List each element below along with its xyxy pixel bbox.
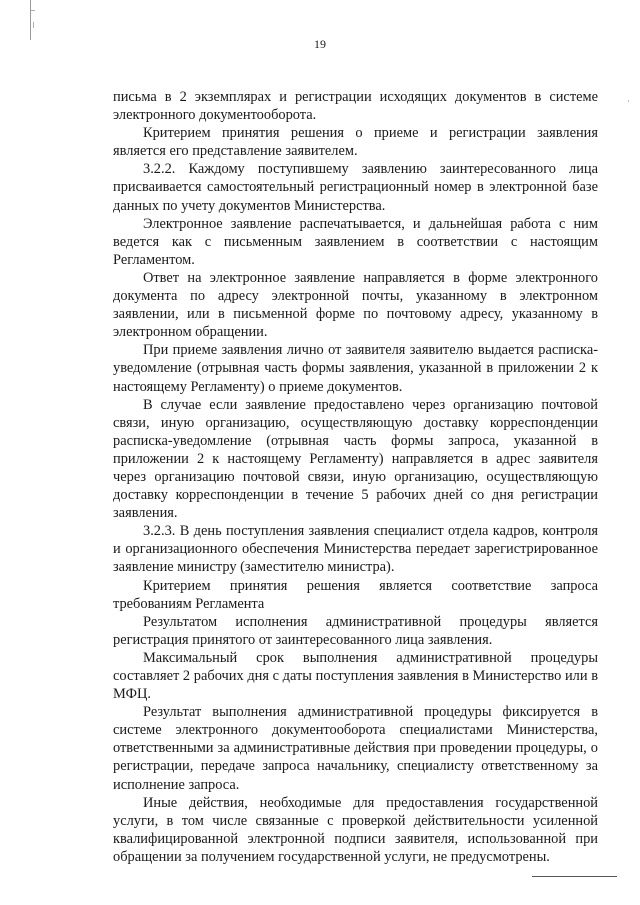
- paragraph: Электронное заявление распечатывается, и дальнейшая работа с ним ведется как с письменным заявлением в соответствии с настоящим Регламентом.: [113, 215, 598, 268]
- paragraph: 3.2.2. Каждому поступившему заявлению заинтересованного лица присваивается самостоятельный регистрационный номер в электронной базе данных по учету документов Министерства.: [113, 161, 598, 214]
- paragraph: Иные действия, необходимые для предоставления государственной услуги, в том числе связанные с проверкой действительности усиленной квалифицированной электронной подписи заявителя, использованной при обращении за получением государственной услуги, не предусмотрены.: [113, 794, 598, 865]
- footer-rule: [532, 876, 617, 877]
- paragraph: Результат выполнения административной процедуры фиксируется в системе электронного документооборота специалистами Министерства, ответственными за административные действия при проведении процедуры, о регистрации, передаче запроса начальнику, специалисту ответственному за исполнение запроса.: [113, 704, 598, 793]
- scan-edge-mark: [31, 10, 35, 11]
- page-number: 19: [314, 37, 326, 51]
- paragraph: Критерием принятия решения о приеме и регистрации заявления является его представление заявителем.: [113, 125, 598, 160]
- document-body: [113, 88, 598, 866]
- paragraph: Максимальный срок выполнения административной процедуры составляет 2 рабочих дня с даты поступления заявления в Министерство или в МФЦ.: [113, 649, 598, 703]
- paragraph: Ответ на электронное заявление направляется в форме электронного документа по адресу электронной почты, указанному в электронном заявлении, или в письменной форме по почтовому адресу, указанному в электронном обращении.: [113, 269, 598, 341]
- scan-edge-mark: [33, 22, 34, 28]
- paragraph: Результатом исполнения административной процедуры является регистрация принятого от заинтересованного лица заявления.: [113, 613, 598, 648]
- paragraph: При приеме заявления лично от заявителя заявителю выдается расписка-уведомление (отрывная часть формы заявления, указанной в приложении 2 к настоящему Регламенту) о приеме документов.: [113, 342, 598, 395]
- paragraph: В случае если заявление предоставлено через организацию почтовой связи, иную организацию, осуществляющую доставку корреспонденции расписка-уведомление (отрывная часть формы запроса, указанной в приложении 2 к настоящему Регламенту) направляется в адрес заявителя через организацию почтовой связи, иную организацию, осуществляющую доставку корреспонденции в течение 5 рабочих дней со дня регистрации заявления.: [113, 396, 598, 522]
- scan-dot-mark: [628, 100, 629, 102]
- paragraph: 3.2.3. В день поступления заявления специалист отдела кадров, контроля и организационного обеспечения Министерства передает зарегистрированное заявление министру (заместителю министра).: [113, 523, 598, 576]
- paragraph: письма в 2 экземплярах и регистрации исходящих документов в системе электронного документооборота.: [113, 89, 598, 124]
- paragraph: Критерием принятия решения является соответствие запроса требованиям Регламента: [113, 577, 598, 612]
- scan-edge-mark: [30, 0, 31, 40]
